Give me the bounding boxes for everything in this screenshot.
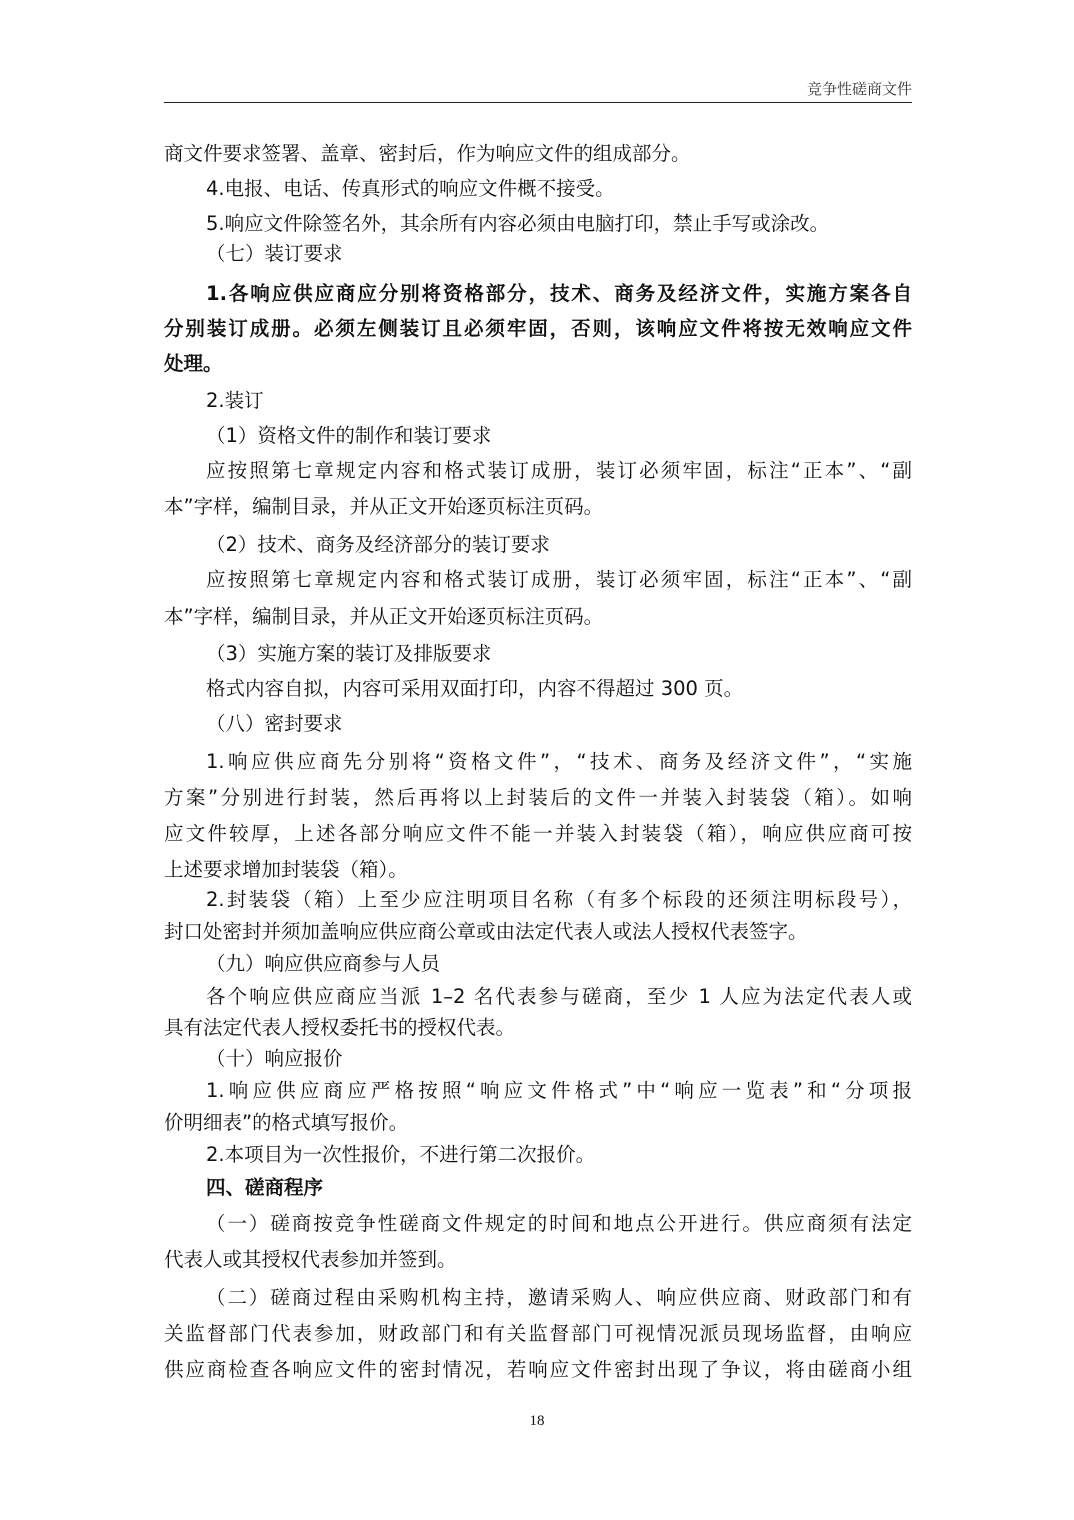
text-line: 价明细表”的格式填写报价。 — [164, 1111, 409, 1134]
sub-heading: （2）技术、商务及经济部分的装订要求 — [206, 533, 550, 556]
text-line: 供应商检查各响应文件的密封情况，若响应文件密封出现了争议，将由磋商小组 — [164, 1358, 912, 1381]
text-line: 1.响应供应商先分别将“资格文件”，“技术、商务及经济文件”，“实施 — [206, 750, 912, 773]
sub-heading: （3）实施方案的装订及排版要求 — [206, 642, 492, 665]
text-line: 本”字样，编制目录，并从正文开始逐页标注页码。 — [164, 605, 604, 628]
text-line: 2.封装袋（箱）上至少应注明项目名称（有多个标段的还须注明标段号）， — [206, 888, 912, 911]
document-header-title: 竞争性磋商文件 — [806, 80, 912, 98]
text-line: 代表人或其授权代表参加并签到。 — [164, 1248, 457, 1271]
chapter-heading: 四、磋商程序 — [206, 1176, 324, 1199]
section-heading: （九）响应供应商参与人员 — [206, 952, 441, 975]
text-line: 应按照第七章规定内容和格式装订成册，装订必须牢固，标注“正本”、“副 — [206, 568, 912, 591]
text-line: 2.装订 — [206, 389, 264, 412]
text-line: 具有法定代表人授权委托书的授权代表。 — [164, 1016, 516, 1039]
text-line: （一）磋商按竞争性磋商文件规定的时间和地点公开进行。供应商须有法定 — [206, 1212, 912, 1235]
text-line: 各个响应供应商应当派 1–2 名代表参与磋商，至少 1 人应为法定代表人或 — [206, 985, 912, 1008]
text-line: 格式内容自拟，内容可采用双面打印，内容不得超过 300 页。 — [206, 677, 744, 700]
text-line: 本”字样，编制目录，并从正文开始逐页标注页码。 — [164, 495, 604, 518]
text-line: 方案”分别进行封装，然后再将以上封装后的文件一并装入封装袋（箱）。如响 — [164, 786, 912, 809]
header-rule — [164, 102, 912, 103]
text-line: （二）磋商过程由采购机构主持，邀请采购人、响应供应商、财政部门和有 — [206, 1286, 912, 1309]
text-line: 商文件要求签署、盖章、密封后，作为响应文件的组成部分。 — [164, 142, 691, 165]
page-number: 18 — [529, 1413, 545, 1429]
text-line: 应按照第七章规定内容和格式装订成册，装订必须牢固，标注“正本”、“副 — [206, 459, 912, 482]
text-line: 4.电报、电话、传真形式的响应文件概不接受。 — [206, 177, 615, 200]
text-line: 应文件较厚，上述各部分响应文件不能一并装入封装袋（箱），响应供应商可按 — [164, 822, 912, 845]
text-line: 1.响应供应商应严格按照“响应文件格式”中“响应一览表”和“分项报 — [206, 1079, 912, 1102]
section-heading: （七）装订要求 — [206, 242, 343, 265]
sub-heading: （1）资格文件的制作和装订要求 — [206, 424, 492, 447]
text-line: 2.本项目为一次性报价，不进行第二次报价。 — [206, 1143, 596, 1166]
text-line: 处理。 — [164, 352, 223, 375]
section-heading: （十）响应报价 — [206, 1047, 343, 1070]
text-line: 1.各响应供应商应分别将资格部分，技术、商务及经济文件，实施方案各自 — [206, 282, 912, 305]
text-line: 封口处密封并须加盖响应供应商公章或由法定代表人或法人授权代表签字。 — [164, 920, 808, 943]
section-heading: （八）密封要求 — [206, 712, 343, 735]
text-line: 上述要求增加封装袋（箱）。 — [164, 858, 408, 881]
text-line: 5.响应文件除签名外，其余所有内容必须由电脑打印，禁止手写或涂改。 — [206, 212, 830, 235]
text-line: 关监督部门代表参加，财政部门和有关监督部门可视情况派员现场监督，由响应 — [164, 1322, 912, 1345]
text-line: 分别装订成册。必须左侧装订且必须牢固，否则，该响应文件将按无效响应文件 — [164, 317, 912, 340]
